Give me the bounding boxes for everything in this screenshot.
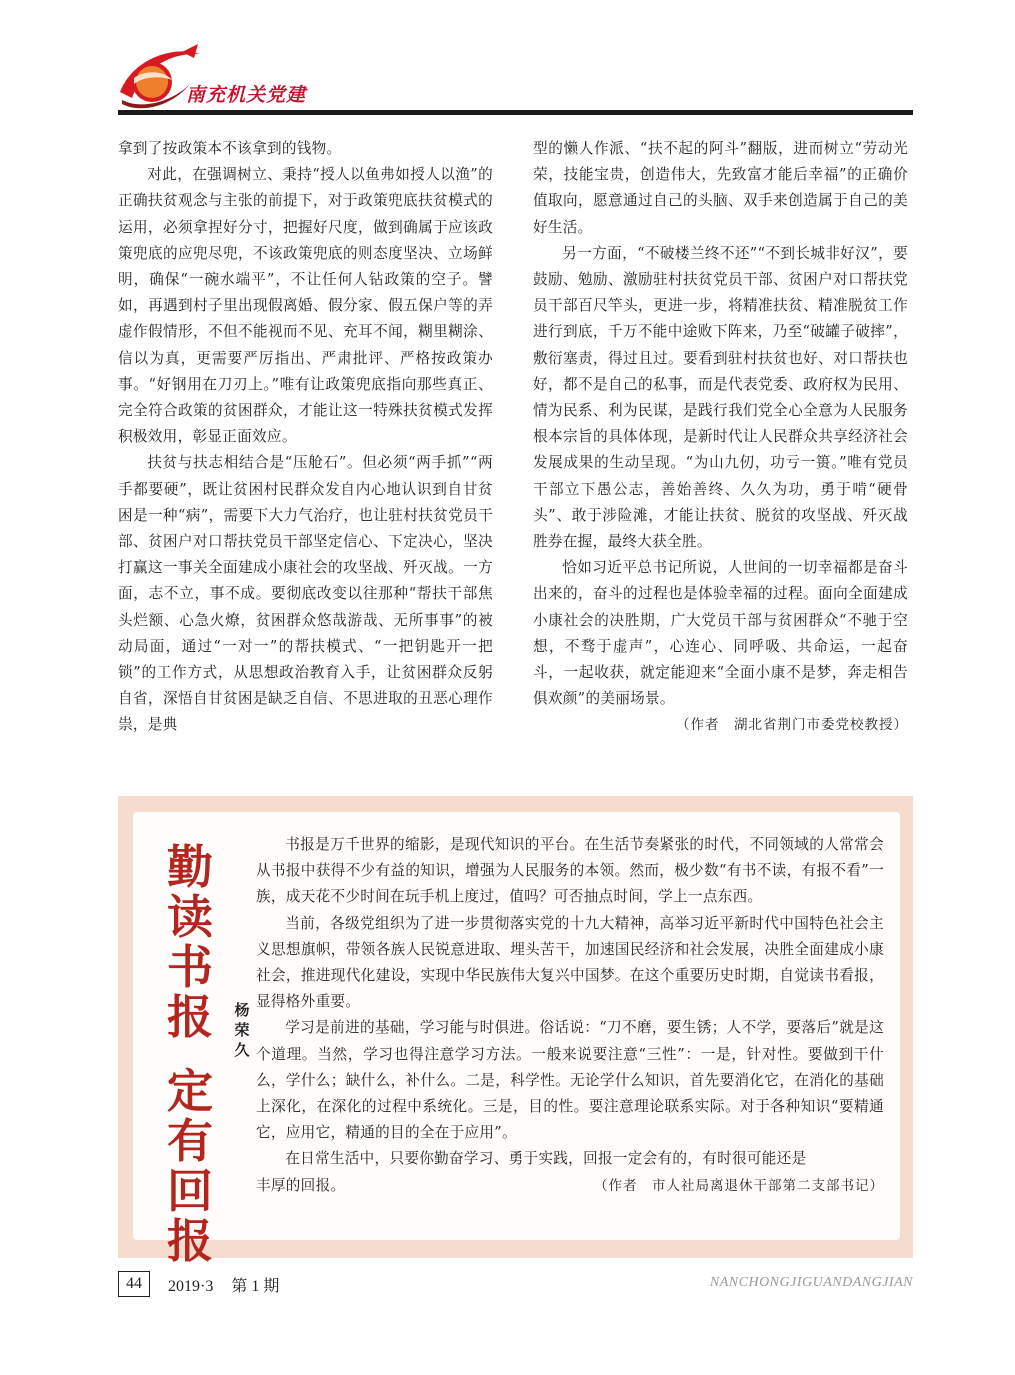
right-column	[533, 136, 908, 739]
paragraph: 恰如习近平总书记所说，人世间的一切幸福都是奋斗出来的，奋斗的过程也是体验幸福的过程。面向全面建成小康社会的决胜期，广大党员干部与贫困群众“不驰于空想，不骛于虚声”，心连心、同呼吸、共命运，一起奋斗，一起收获，就定能迎来“全面小康不是梦，奔走相告俱欢颜”的美丽场景。	[533, 559, 908, 708]
title-char: 定	[167, 1064, 213, 1118]
page-footer	[118, 1271, 913, 1301]
title-char: 勤	[167, 840, 213, 894]
boxed-article-body	[256, 832, 884, 1199]
title-char: 有	[167, 1114, 213, 1168]
boxed-article-author-name: 杨 荣 久	[234, 1001, 250, 1059]
paragraph: 在日常生活中，只要你勤奋学习、勇于实践，回报一定会有的，有时很可能还是	[285, 1150, 807, 1168]
issue-label: 第 1 期	[231, 1278, 280, 1295]
title-char: 报	[167, 990, 213, 1044]
paragraph: 拿到了按政策本不该拿到的钱物。	[118, 140, 342, 157]
boxed-article-panel	[133, 812, 900, 1268]
title-char: 书	[167, 940, 213, 994]
paragraph: 对此，在强调树立、秉持“授人以鱼弗如授人以渔”的正确扶贫观念与主张的前提下，对于政策兜底扶贫模式的运用，必须拿捏好分寸，把握好尺度，做到确属于应该政策兜底的应兜尽兜，不该政策兜底的则态度坚决、立场鲜明，确保“一碗水端平”，不让任何人钻政策的空子。譬如，再遇到村子里出现假离婚、假分家、假五保户等的弄虚作假情形，不但不能视而不见、充耳不闻，糊里糊涂、信以为真，更需要严厉指出、严肃批评、严格按政策办事。“好钢用在刀刃上。”唯有让政策兜底指向那些真正、完全符合政策的贫困群众，才能让这一特殊扶贫模式发挥积极效用，彰显正面效应。	[118, 166, 493, 446]
paragraph: 学习是前进的基础，学习能与时俱进。俗话说：“刀不磨，要生锈；人不学，要落后”就是这个道理。当然，学习也得注意学习方法。一般来说要注意“三性”：一是，针对性。要做到干什么，学什么；缺什么，补什么。二是，科学性。无论学什么知识，首先要消化它，在消化的基础上深化，在深化的过程中系统化。三是，目的性。要注意理论联系实际。对于各种知识“要精通它，应用它，精通的目的全在于应用”。	[256, 1019, 884, 1142]
journal-name-en: NANCHONGJIGUANDANGJIAN	[709, 1275, 913, 1290]
page-header	[0, 0, 1015, 130]
paragraph-last-line: 丰厚的回报。 （作者 市人社局离退休干部第二支部书记）	[256, 1173, 884, 1199]
paragraph: 扶贫与扶志相结合是“压舱石”。但必须“两手抓”“两手都要硬”，既让贫困村民群众发自内心地认识到自甘贫困是一种“病”，需要下大力气治疗，也让驻村扶贫党员干部、贫困户对口帮扶党员干部坚定信心、下定决心，坚决打赢这一事关全面建成小康社会的攻坚战、歼灭战。一方面，志不立，事不成。要彻底改变以往那种“帮扶干部焦头烂额、心急火燎，贫困群众悠哉游哉、无所事事”的被动局面，通过“一对一”的帮扶模式、“一把钥匙开一把锁”的工作方式，从思想政治教育入手，让贫困群众反躬自省，深悟自甘贫困是缺乏自信、不思进取的丑恶心理作祟，是典	[118, 454, 493, 734]
left-column	[118, 136, 493, 739]
title-char: 回	[167, 1164, 213, 1218]
issue-year: 2019·3	[168, 1278, 214, 1295]
paragraph: 另一方面，“不破楼兰终不还”“不到长城非好汉”，要鼓励、勉励、激励驻村扶贫党员干部、贫困户对口帮扶党员干部百尺竿头，更进一步，将精准扶贫、精准脱贫工作进行到底，千万不能中途败下阵来，乃至“破罐子破摔”，敷衍塞责，得过且过。要看到驻村扶贫也好、对口帮扶也好，都不是自己的私事，而是代表党委、政府权为民用、情为民系、利为民谋，是践行我们党全心全意为人民服务根本宗旨的具体体现，是新时代让人民群众共享经济社会发展成果的生动呈现。“为山九仞，功亏一篑。”唯有党员干部立下愚公志，善始善终、久久为功，勇于啃“硬骨头”、敢于涉险滩，才能让扶贫、脱贫的攻坚战、歼灭战胜券在握，最终大获全胜。	[533, 244, 908, 551]
article-author: （作者 市人社局离退休干部第二支部书记）	[594, 1177, 884, 1194]
paragraph: 当前，各级党组织为了进一步贯彻落实党的十九大精神，高举习近平新时代中国特色社会主义思想旗帜，带领各族人民锐意进取、埋头苦干，加速国民经济和社会发展，决胜全面建成小康社会，推进现代化建设，实现中华民族伟大复兴中国梦。在这个重要历史时期，自觉读书看报，显得格外重要。	[256, 914, 884, 1011]
article-author: （作者 湖北省荆门市委党校教授）	[676, 717, 908, 734]
title-char: 读	[167, 890, 213, 944]
header-divider	[118, 110, 913, 115]
paragraph: 型的懒人作派、“扶不起的阿斗”翻版，进而树立“劳动光荣，技能宝贵，创造伟大，先致富才能后幸福”的正确价值取向，愿意通过自己的头脑、双手来创造属于自己的美好生活。	[533, 140, 908, 236]
boxed-article	[118, 796, 913, 1268]
title-char: 报	[167, 1214, 213, 1268]
page-number: 44	[118, 1271, 150, 1297]
journal-title: 南充机关党建	[186, 84, 307, 106]
issue-info	[168, 1273, 293, 1296]
boxed-article-title	[155, 842, 225, 1266]
paragraph: 书报是万千世界的缩影，是现代知识的平台。在生活节奏紧张的时代，不同领域的人常常会从书报中获得不少有益的知识，增强为人民服务的本领。然而，极少数“有书不读，有报不看”一族，成天花不少时间在玩手机上度过，值吗？可否抽点时间，学上一点东西。	[256, 836, 884, 906]
